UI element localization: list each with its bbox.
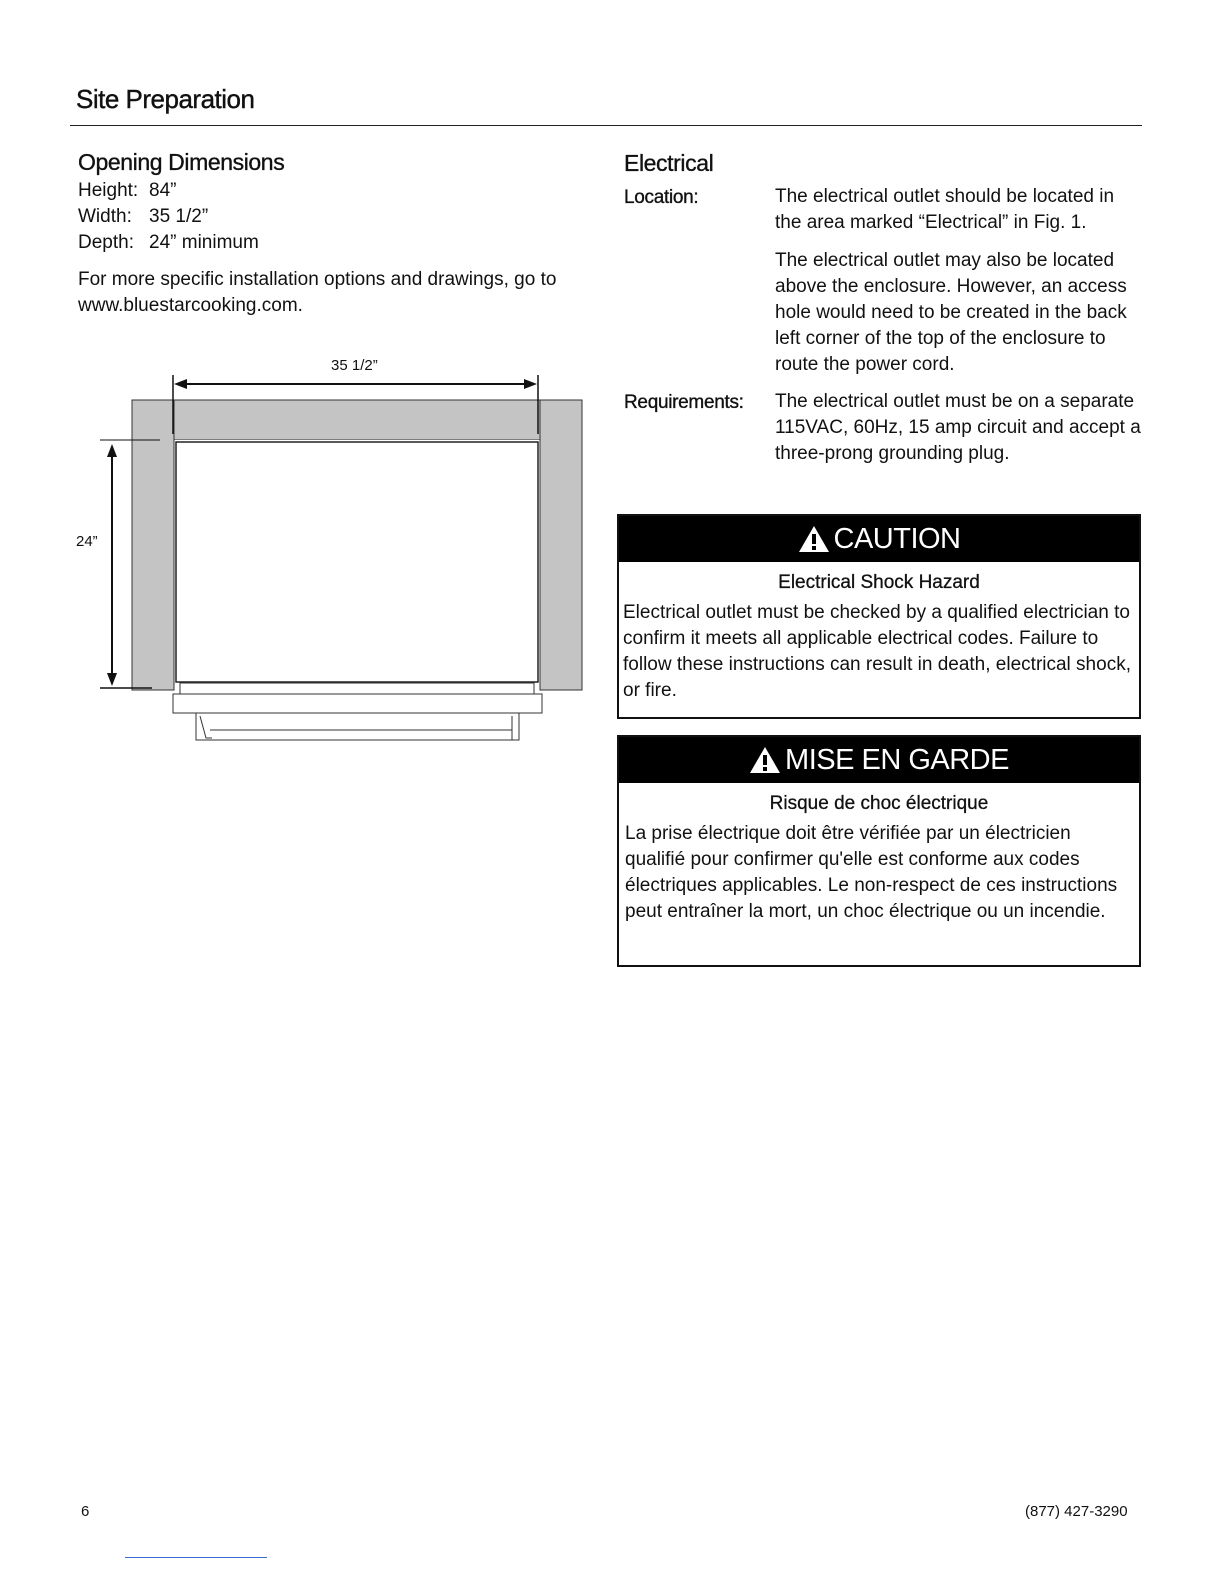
warning-triangle-icon xyxy=(798,525,830,553)
mise-en-garde-body: La prise électrique doit être vérifiée par un électricien qualifié pour confirmer qu'elle est conforme aux codes électriques applicables. Le non-respect de ces instructions peut entraîner la mort, un choc électrique ou un incendie. xyxy=(625,823,1118,922)
dimension-value: 24” minimum xyxy=(149,232,259,253)
enclosure-top xyxy=(132,400,582,440)
width-dimension-label: 35 1/2” xyxy=(331,357,378,374)
caution-header xyxy=(619,516,1139,562)
more-info-text: For more specific installation options and drawings, go to www.bluestarcooking.com. xyxy=(78,269,557,316)
dimension-label: Depth: xyxy=(78,232,134,253)
dimension-value: 35 1/2” xyxy=(149,206,209,227)
caution-subtitle: Electrical Shock Hazard xyxy=(778,572,980,593)
requirements-label: Requirements: xyxy=(624,392,744,413)
caution-box xyxy=(617,514,1141,719)
electrical-heading: Electrical xyxy=(624,150,714,176)
depth-arrow-top xyxy=(107,444,117,457)
appliance-door-band xyxy=(180,683,534,694)
warning-triangle-icon xyxy=(749,746,781,774)
caution-title: CAUTION xyxy=(833,522,961,555)
appliance-body xyxy=(176,442,538,682)
dimension-label: Height: xyxy=(78,180,139,201)
requirements-text: The electrical outlet must be on a separate 115VAC, 60Hz, 15 amp circuit and accept a three-prong grounding plug. xyxy=(775,391,1141,464)
appliance-handle xyxy=(196,713,519,740)
enclosure-left-wall xyxy=(132,400,174,690)
width-arrow-left xyxy=(174,379,187,389)
mise-en-garde-title: MISE EN GARDE xyxy=(785,743,1009,776)
opening-diagram xyxy=(60,350,600,750)
location-text-1: The electrical outlet should be located in the area marked “Electrical” in Fig. 1. xyxy=(775,186,1115,233)
mise-en-garde-header xyxy=(619,737,1139,783)
appliance-base xyxy=(173,694,542,713)
dimension-label: Width: xyxy=(78,206,132,227)
page-number: 6 xyxy=(81,1503,90,1520)
mise-en-garde-subtitle: Risque de choc électrique xyxy=(769,793,989,814)
depth-arrow-bottom xyxy=(107,673,117,686)
location-label: Location: xyxy=(624,187,699,208)
caution-body: Electrical outlet must be checked by a qualified electrician to confirm it meets all applicable electrical codes. Failure to follow these instructions can result in death, electrical shock, or fire. xyxy=(623,602,1131,701)
footer-underline xyxy=(125,1557,267,1558)
mise-en-garde-box xyxy=(617,735,1141,967)
depth-dimension-label: 24” xyxy=(76,533,98,550)
opening-dimensions-heading: Opening Dimensions xyxy=(78,149,285,175)
footer-phone: (877) 427-3290 xyxy=(1025,1503,1128,1520)
location-text-2: The electrical outlet may also be located above the enclosure. However, an access hole would need to be created in the back left corner of the top of the enclosure to route the power cord. xyxy=(775,250,1127,375)
dimension-depth-row xyxy=(78,230,259,256)
dimension-value: 84” xyxy=(149,180,177,201)
page-title: Site Preparation xyxy=(76,84,255,114)
title-divider xyxy=(70,125,1142,126)
enclosure-right-wall xyxy=(540,400,582,690)
dimension-width-row xyxy=(78,204,208,230)
dimension-height-row xyxy=(78,178,176,204)
width-arrow-right xyxy=(524,379,537,389)
